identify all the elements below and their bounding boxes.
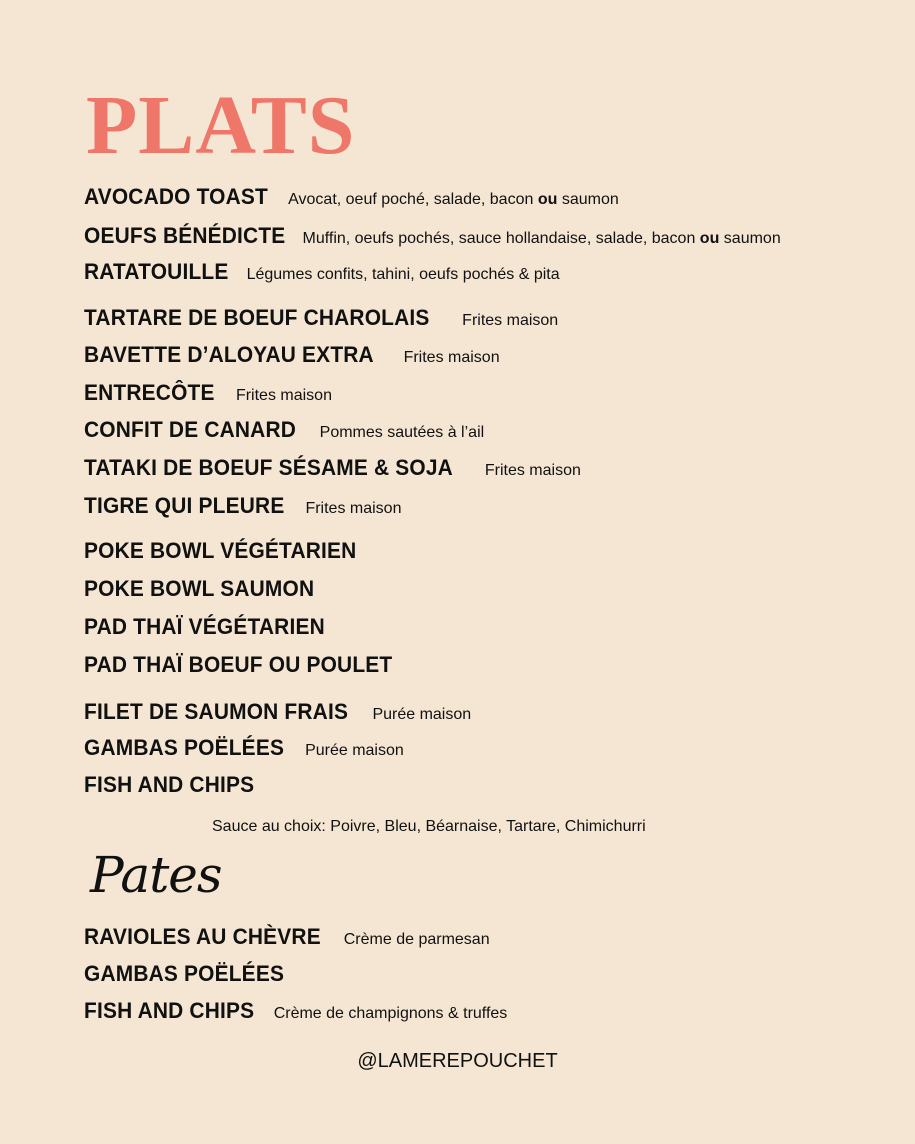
sauce-note: Sauce au choix: Poivre, Bleu, Béarnaise, Tartare, Chimichurri [212,818,646,835]
dish-description: Pommes sautées à l’ail [319,424,485,441]
menu-item [84,540,371,562]
menu-item [84,578,326,600]
dish-name: OEUFS BÉNÉDICTE [84,223,286,248]
dish-name: RAVIOLES AU CHÈVRE [84,924,321,949]
menu-item [84,419,484,441]
dish-description: Purée maison [305,742,404,759]
menu-item [84,1000,507,1022]
dish-description: Frites maison [305,500,402,517]
menu-item [84,261,560,283]
menu-item [84,616,338,638]
dish-description: Frites maison [462,312,559,329]
dish-name: CONFIT DE CANARD [84,417,297,442]
dish-description: Légumes confits, tahini, oeufs pochés & pita [246,266,560,283]
menu-item [84,225,781,247]
menu-item [84,963,295,985]
dish-name: GAMBAS POËLÉES [84,735,285,760]
dish-name: RATATOUILLE [84,259,229,284]
dish-description: Purée maison [372,706,472,723]
menu-item [84,654,409,676]
dish-name: ENTRECÔTE [84,380,215,405]
dish-description: Crème de parmesan [343,931,490,948]
dish-name: BAVETTE D’ALOYAU EXTRA [84,342,374,367]
dish-name: GAMBAS POËLÉES [84,961,285,986]
menu-item [84,737,404,759]
dish-name: AVOCADO TOAST [84,184,269,209]
dish-name: PAD THAÏ VÉGÉTARIEN [84,614,325,639]
dish-name: FILET DE SAUMON FRAIS [84,699,349,724]
dish-description: Crème de champignons & truffes [273,1005,508,1022]
dish-name: TATAKI DE BOEUF SÉSAME & SOJA [84,455,453,480]
dish-description: Frites maison [235,387,332,404]
menu-item [84,457,581,479]
dish-description: Muffin, oeufs pochés, sauce hollandaise, salade, bacon ou saumon [302,230,781,247]
menu-item [84,701,471,723]
menu-item [84,495,401,517]
dish-name: PAD THAÏ BOEUF OU POULET [84,652,393,677]
dish-name: POKE BOWL SAUMON [84,576,315,601]
dish-description: Frites maison [403,349,500,366]
menu-item [84,926,490,948]
dish-name: POKE BOWL VÉGÉTARIEN [84,538,357,563]
page-title: PLATS [86,79,356,172]
pates-title: Pates [90,846,222,904]
menu-item [84,774,263,796]
menu-item [84,344,500,366]
menu-item [84,307,558,329]
dish-description: Avocat, oeuf poché, salade, bacon ou saumon [288,191,619,208]
menu-item [84,382,332,404]
dish-name: TARTARE DE BOEUF CHAROLAIS [84,305,430,330]
menu-item [84,186,619,208]
instagram-handle: @LAMEREPOUCHET [357,1050,558,1072]
dish-name: FISH AND CHIPS [84,772,255,797]
dish-name: TIGRE QUI PLEURE [84,493,285,518]
dish-description: Frites maison [484,462,581,479]
dish-name: FISH AND CHIPS [84,998,255,1023]
